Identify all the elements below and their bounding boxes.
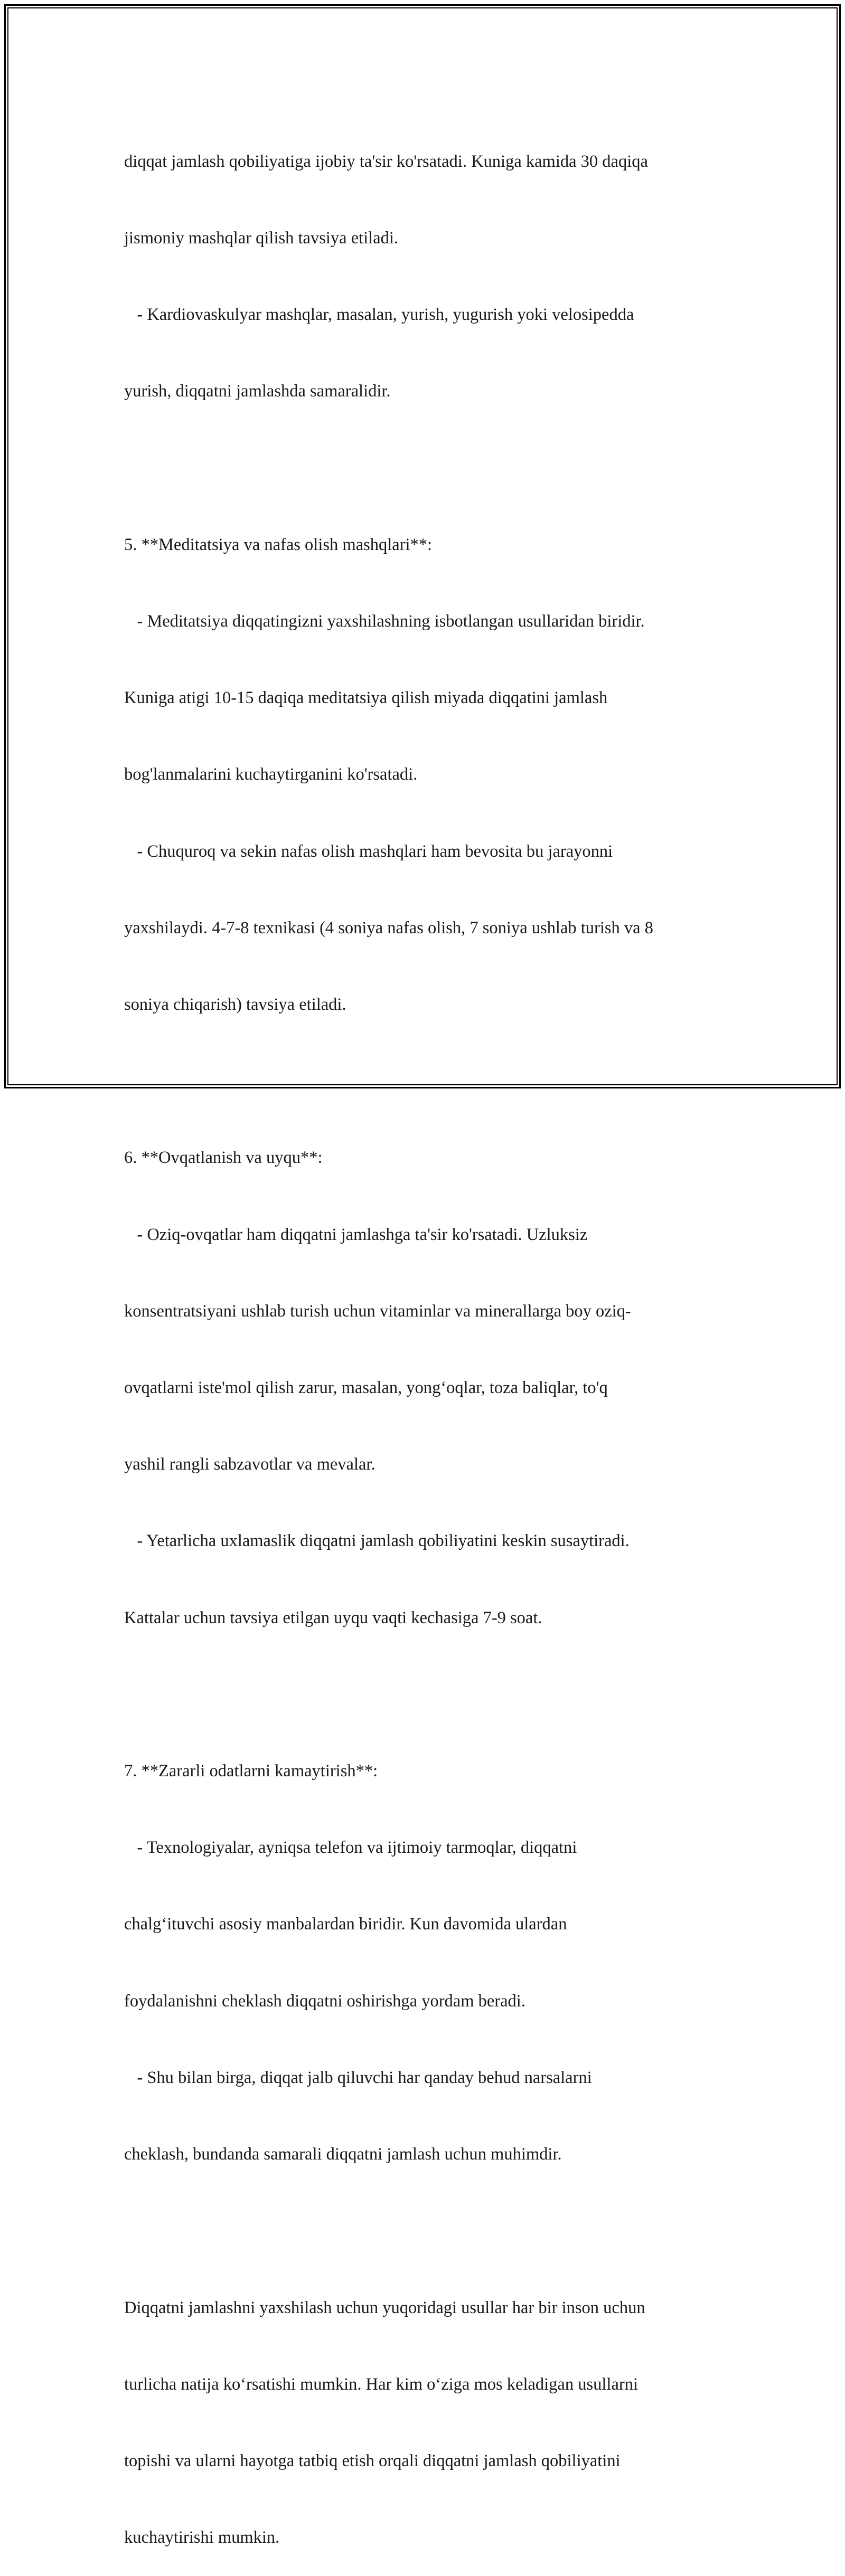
blank-line (124, 1682, 737, 1707)
section-heading-7: 7. **Zararli odatlarni kamaytirish**: (124, 1761, 378, 1781)
document-body (124, 98, 737, 2576)
conclusion-line: Diqqatni jamlashni yaxshilash uchun yuqoridagi usullar har bir inson uchun (124, 2298, 645, 2317)
text-line: - Texnologiyalar, ayniqsa telefon va ijtimoiy tarmoqlar, diqqatni (124, 1838, 577, 1858)
blank-line (124, 1068, 737, 1094)
text-line: - Meditatsiya diqqatingizni yaxshilashning isbotlangan usullaridan biridir. (124, 612, 645, 631)
section-heading-5: 5. **Meditatsiya va nafas olish mashqlari**: (124, 535, 433, 554)
text-line: bog'lanmalarini kuchaytirganini ko'rsatadi. (124, 765, 418, 784)
text-line: Kuniga atigi 10-15 daqiqa meditatsiya qilish miyada diqqatini jamlash (124, 688, 608, 708)
text-line: jismoniy mashqlar qilish tavsiya etiladi. (124, 229, 399, 248)
conclusion-line: kuchaytirishi mumkin. (124, 2528, 280, 2547)
blank-line (124, 2218, 737, 2243)
text-line: yashil rangli sabzavotlar va mevalar. (124, 1455, 375, 1474)
text-line: - Oziq-ovqatlar ham diqqatni jamlashga ta'sir ko'rsatadi. Uzluksiz (124, 1225, 588, 1244)
text-line: - Shu bilan birga, diqqat jalb qiluvchi har qanday behud narsalarni (124, 2068, 592, 2087)
text-line: soniya chiqarish) tavsiya etiladi. (124, 995, 346, 1015)
text-line: chalg‘ituvchi asosiy manbalardan biridir. Kun davomida ulardan (124, 1915, 567, 1934)
section-heading-6: 6. **Ovqatlanish va uyqu**: (124, 1148, 323, 1168)
text-line: - Yetarlicha uxlamaslik diqqatni jamlash qobiliyatini keskin susaytiradi. (124, 1531, 630, 1551)
text-line: ovqatlarni iste'mol qilish zarur, masalan, yong‘oqlar, toza baliqlar, to'q (124, 1378, 608, 1398)
text-line: - Chuquroq va sekin nafas olish mashqlari ham bevosita bu jarayonni (124, 841, 613, 861)
text-line: yurish, diqqatni jamlashda samaralidir. (124, 382, 391, 401)
text-line: konsentratsiyani ushlab turish uchun vitaminlar va minerallarga boy oziq- (124, 1301, 631, 1321)
text-line: diqqat jamlash qobiliyatiga ijobiy ta'sir ko'rsatadi. Kuniga kamida 30 daqiqa (124, 151, 648, 171)
text-line: yaxshilaydi. 4-7-8 texnikasi (4 soniya nafas olish, 7 soniya ushlab turish va 8 (124, 918, 653, 937)
conclusion-line: topishi va ularni hayotga tatbiq etish orqali diqqatni jamlash qobiliyatini (124, 2451, 621, 2470)
text-line: cheklash, bundanda samarali diqqatni jamlash uchun muhimdir. (124, 2145, 562, 2164)
text-line: - Kardiovaskulyar mashqlar, masalan, yurish, yugurish yoki velosipedda (124, 305, 634, 325)
text-line: foydalanishni cheklash diqqatni oshirishga yordam beradi. (124, 1991, 525, 2011)
conclusion-line: turlicha natija ko‘rsatishi mumkin. Har kim o‘ziga mos keladigan usullarni (124, 2374, 638, 2394)
text-line: Kattalar uchun tavsiya etilgan uyqu vaqti kechasiga 7-9 soat. (124, 1608, 542, 1627)
blank-line (124, 456, 737, 481)
